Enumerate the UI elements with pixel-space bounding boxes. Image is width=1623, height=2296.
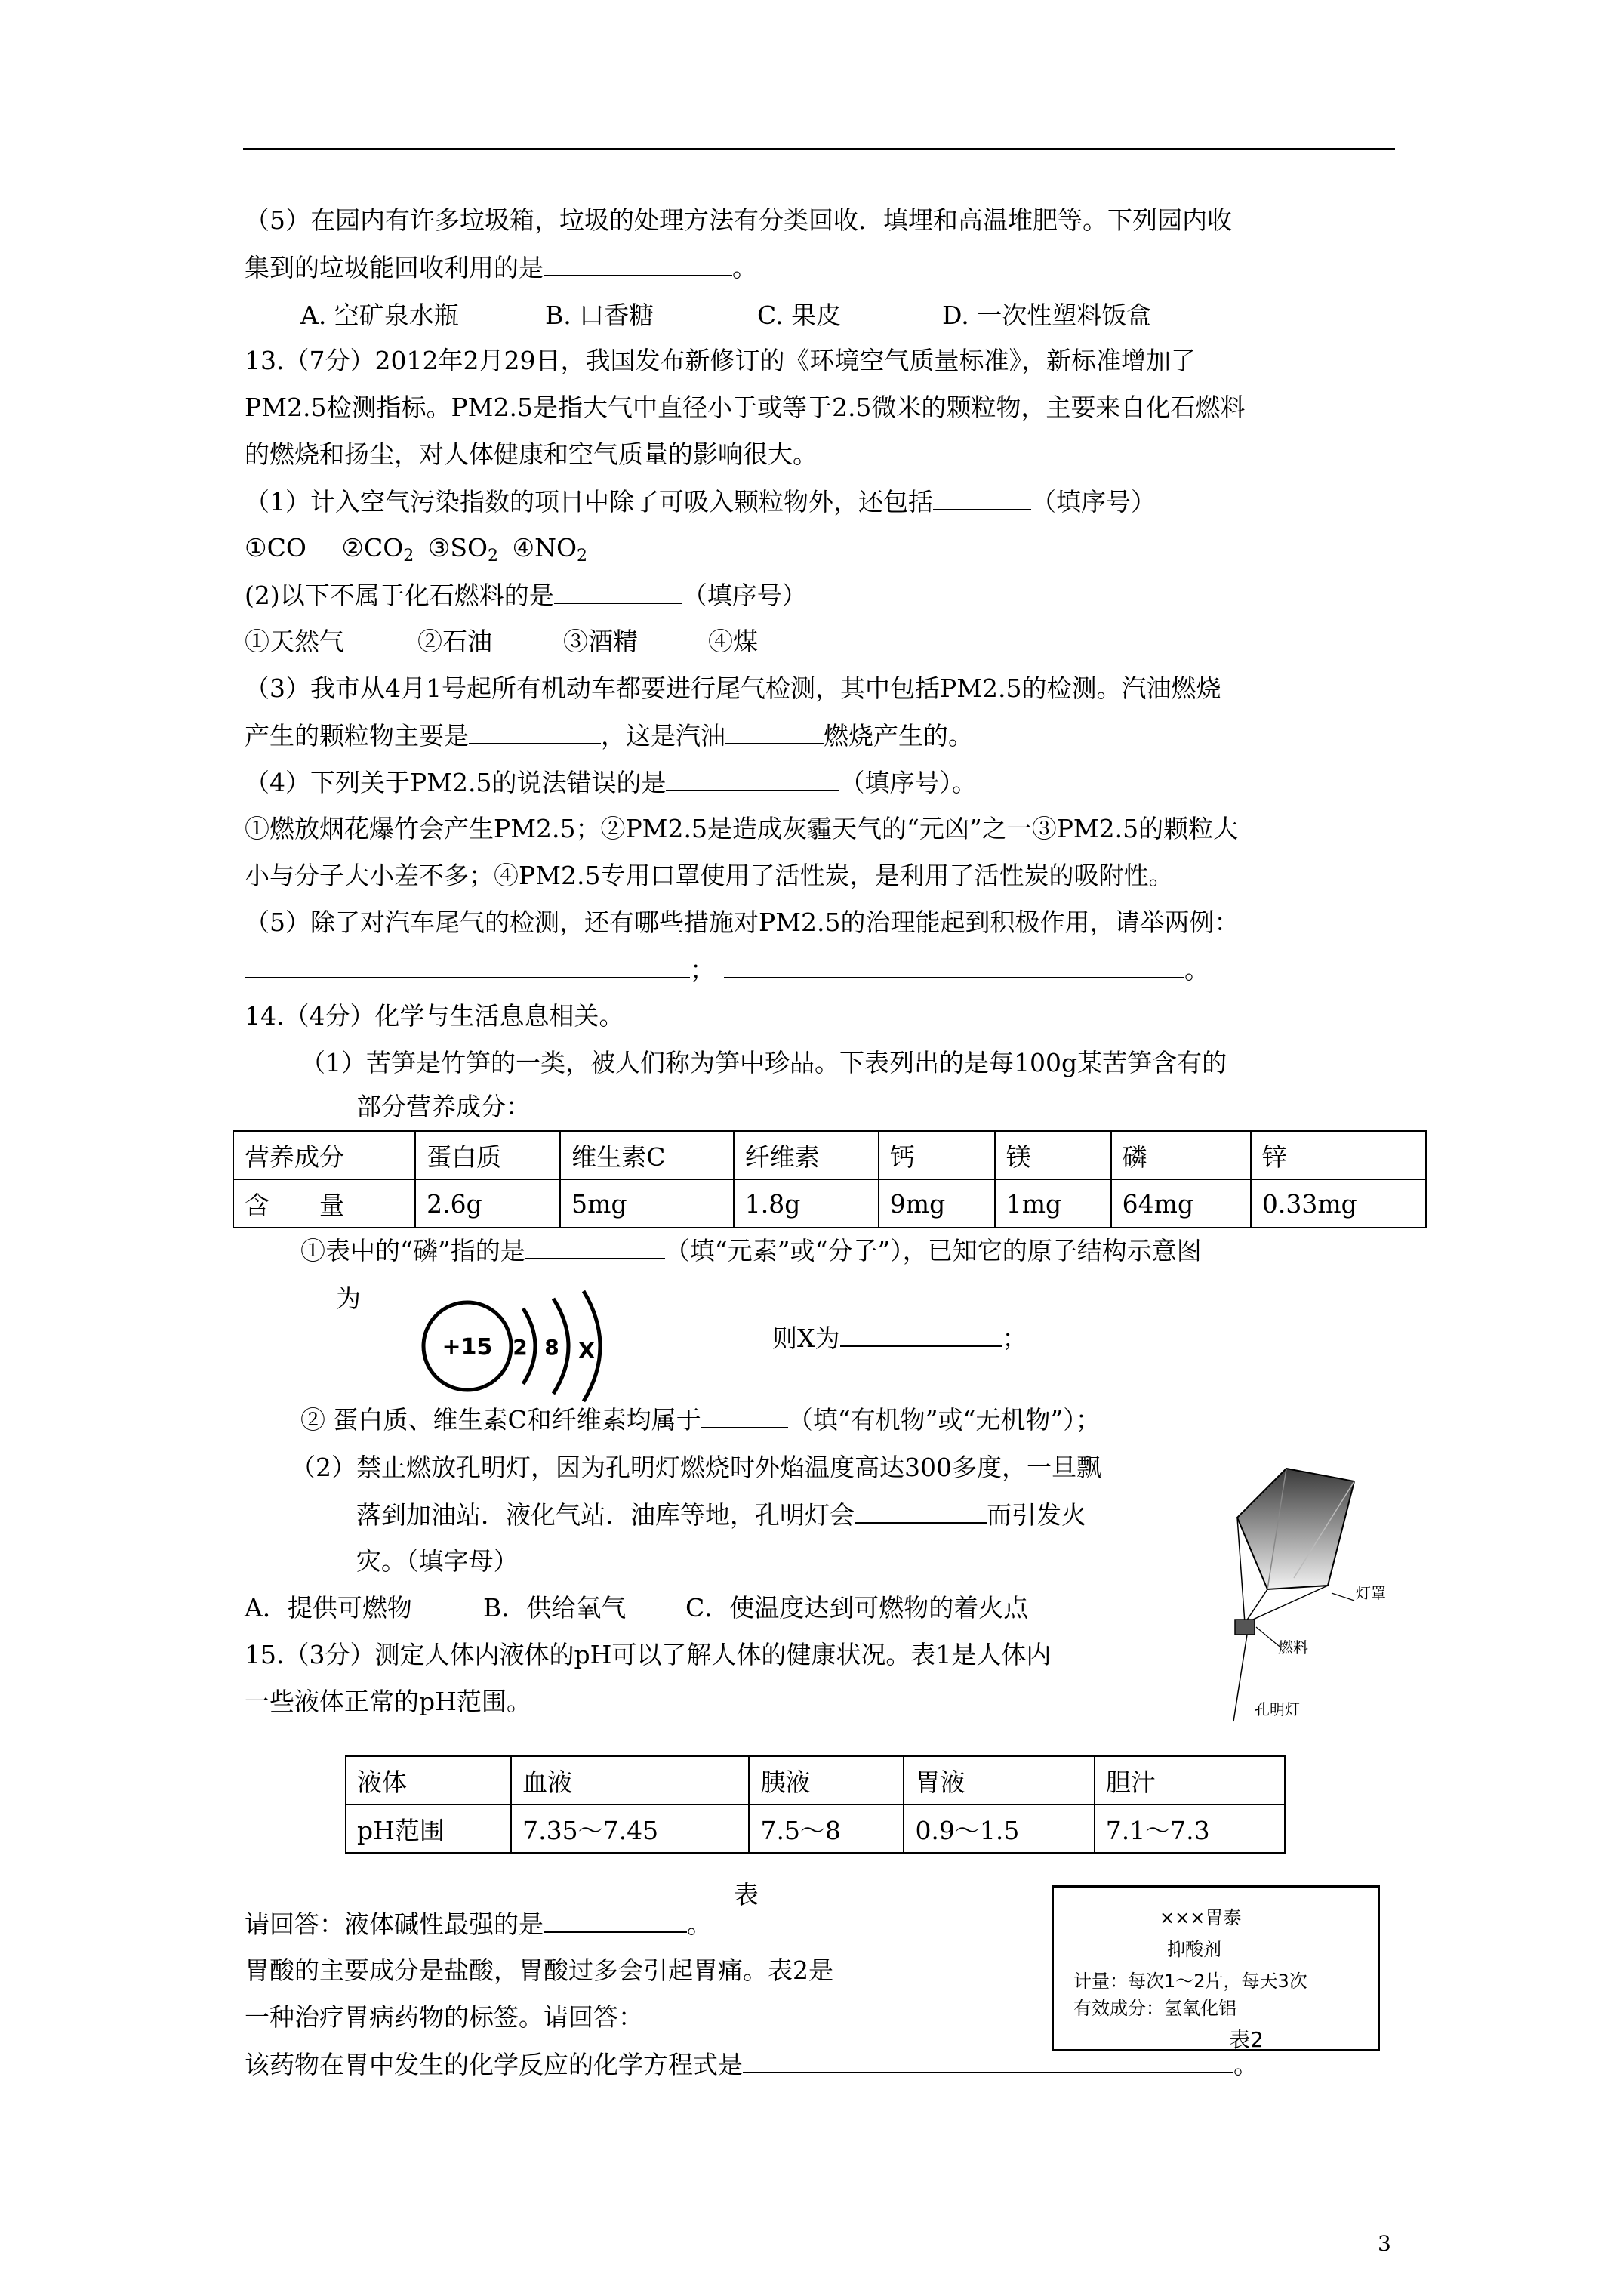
q14-item1: ①表中的“磷”指的是 （填“元素”或“分子”），已知它的原子结构示意图: [300, 1236, 1202, 1265]
q12-option-a: A. 空矿泉水瓶: [300, 300, 459, 330]
table-cell: 1mg: [995, 1179, 1111, 1228]
label-leader: [1256, 1627, 1279, 1646]
q13-line2: PM2.5检测指标。PM2.5是指大气中直径小于或等于2.5微米的颗粒物，主要来自化石燃料: [245, 393, 1246, 422]
table-header-row: [346, 1756, 1285, 1804]
q13-line1: 13.（7分）2012年2月29日，我国发布新修订的《环境空气质量标准》，新标准增加了: [245, 346, 1196, 375]
q14-part2-line2: 落到加油站．液化气站．油库等地，孔明灯会 而引发火: [356, 1500, 1086, 1530]
q13-part2-option-4: ④煤: [708, 627, 758, 656]
q13-part2-option-3: ③酒精: [563, 627, 638, 656]
lantern-label-fuel: 燃料: [1278, 1638, 1308, 1657]
table-cell: 0.9～1.5: [904, 1804, 1094, 1853]
table-cell: pH范围: [346, 1804, 511, 1853]
table-cell: 磷: [1111, 1131, 1251, 1179]
table-cell: 锌: [1251, 1131, 1426, 1179]
q13-part3-line1: （3）我市从4月1号起所有机动车都要进行尾气检测，其中包括PM2.5的检测。汽油燃烧: [245, 673, 1221, 703]
answer-blank[interactable]: [725, 720, 824, 744]
q14-part2-option-a: A．提供可燃物: [245, 1593, 412, 1623]
table-cell: 纤维素: [734, 1131, 879, 1179]
ph-table: [345, 1755, 1286, 1854]
answer-blank[interactable]: [245, 954, 690, 978]
header-rule: [243, 148, 1395, 150]
table1-caption: 表: [734, 1880, 759, 1909]
shell-1-electrons: 2: [513, 1335, 528, 1360]
q14-part1-line1: （1）苦笋是竹笋的一类，被人们称为笋中珍品。下表列出的是每100g某苦笋含有的: [300, 1048, 1227, 1077]
medicine-label-box: [1052, 1885, 1380, 2051]
table-cell: 蛋白质: [415, 1131, 560, 1179]
q13-part4: （4）下列关于PM2.5的说法错误的是 （填序号）。: [245, 768, 977, 797]
table-row: [233, 1179, 1426, 1228]
table-cell: 血液: [511, 1756, 749, 1804]
q14-part2-option-b: B．供给氧气: [483, 1593, 627, 1623]
q13-line3: 的燃烧和扬尘，对人体健康和空气质量的影响很大。: [245, 439, 818, 469]
medicine-dose: 计量：每次1～2片，每天3次: [1073, 1971, 1307, 1992]
page-number: 3: [1378, 2231, 1391, 2256]
medicine-name: ×××胃泰: [1160, 1907, 1242, 1928]
table-cell: 1.8g: [734, 1179, 879, 1228]
q15-line4: 一种治疗胃病药物的标签。请回答：: [245, 2002, 643, 2032]
q14-part2-option-c: C．使温度达到可燃物的着火点: [685, 1593, 1029, 1623]
q13-part2-option-1: ①天然气: [245, 627, 344, 656]
table-cell: 液体: [346, 1756, 511, 1804]
label-leader: [1332, 1593, 1354, 1601]
answer-blank[interactable]: [666, 767, 839, 791]
lantern-tether: [1233, 1635, 1247, 1721]
medicine-ingredient: 有效成分：氢氧化铝: [1073, 1998, 1236, 2019]
q13-part2: (2)以下不属于化石燃料的是 （填序号）: [245, 581, 807, 610]
q13-part1-options: ①CO $②CO_2$ $③SO_2$ $④NO_2$: [245, 533, 588, 566]
q14-x-answer: 则X为 ；: [772, 1324, 1027, 1353]
answer-blank[interactable]: [554, 580, 682, 604]
table-cell: 维生素C: [560, 1131, 734, 1179]
table2-caption: 表2: [1229, 2027, 1264, 2052]
q13-part4-line1: ①燃放烟花爆竹会产生PM2.5；②PM2.5是造成灰霾天气的“元凶”之一③PM2.5的颗粒大: [245, 814, 1239, 843]
table-cell: 胆汁: [1095, 1756, 1285, 1804]
q15-line3: 胃酸的主要成分是盐酸，胃酸过多会引起胃痛。表2是: [245, 1955, 833, 1985]
phosphorus-atom-structure-diagram: [419, 1290, 630, 1403]
table-cell: 0.33mg: [1251, 1179, 1426, 1228]
q15-question-a: 请回答：液体碱性最强的是 。: [245, 1909, 712, 1939]
table-cell: 5mg: [560, 1179, 734, 1228]
table-cell: 64mg: [1111, 1179, 1251, 1228]
nutrition-table: [233, 1130, 1427, 1228]
table-cell: 胃液: [904, 1756, 1094, 1804]
answer-blank[interactable]: [840, 1323, 1002, 1347]
table-cell: 胰液: [749, 1756, 904, 1804]
table-cell: 7.5～8: [749, 1804, 904, 1853]
answer-blank[interactable]: [743, 2049, 1233, 2073]
table-cell: 9mg: [879, 1179, 995, 1228]
shell-3-electrons: X: [578, 1338, 595, 1363]
q15-line1: 15.（3分）测定人体内液体的pH可以了解人体的健康状况。表1是人体内: [245, 1640, 1052, 1669]
table-row: [346, 1804, 1285, 1853]
q12-part5-line2: 集到的垃圾能回收利用的是 。: [245, 253, 757, 282]
table-cell: 镁: [995, 1131, 1111, 1179]
table-cell: 钙: [879, 1131, 995, 1179]
q14-part1-line2: 部分营养成分：: [356, 1092, 531, 1121]
q13-part4-line2: 小与分子大小差不多；④PM2.5专用口罩使用了活性炭，是利用了活性炭的吸附性。: [245, 861, 1174, 890]
nucleus-charge: +15: [442, 1334, 493, 1361]
table-cell: 7.35～7.45: [511, 1804, 749, 1853]
table-header-row: [233, 1131, 1426, 1179]
lantern-fuel: [1235, 1620, 1255, 1635]
answer-blank[interactable]: [724, 954, 1184, 978]
q14-part2-line1: （2）禁止燃放孔明灯，因为孔明灯燃烧时外焰温度高达300多度，一旦飘: [291, 1453, 1101, 1482]
q15-line2: 一些液体正常的pH范围。: [245, 1687, 531, 1716]
lantern-shade: [1237, 1469, 1354, 1589]
q12-option-b: B. 口香糖: [545, 300, 654, 330]
answer-blank[interactable]: [933, 486, 1031, 510]
q14-title: 14.（4分）化学与生活息息相关。: [245, 1001, 624, 1031]
q12-option-c: C. 果皮: [757, 300, 842, 330]
answer-blank[interactable]: [544, 252, 732, 276]
q12-part5-line1: （5）在园内有许多垃圾箱，垃圾的处理方法有分类回收．填埋和高温堆肥等。下列园内收: [245, 205, 1232, 235]
q13-part5: （5）除了对汽车尾气的检测，还有哪些措施对PM2.5的治理能起到积极作用，请举两例：: [245, 908, 1240, 937]
answer-blank[interactable]: [469, 720, 601, 744]
q13-part1: （1）计入空气污染指数的项目中除了可吸入颗粒物外，还包括 （填序号）: [245, 487, 1156, 516]
table-cell: 7.1～7.3: [1095, 1804, 1285, 1853]
table-cell: 2.6g: [415, 1179, 560, 1228]
q12-option-d: D. 一次性塑料饭盒: [942, 300, 1152, 330]
answer-blank[interactable]: [701, 1404, 788, 1428]
shell-2-electrons: 8: [544, 1335, 559, 1360]
table-cell: 含 量: [233, 1179, 415, 1228]
q14-item1-wei: 为: [336, 1284, 361, 1313]
lantern-label-shade: 灯罩: [1356, 1584, 1386, 1602]
q13-part2-option-2: ②石油: [417, 627, 492, 656]
answer-blank[interactable]: [544, 1909, 687, 1933]
q14-part2-line3: 灾。（填字母）: [356, 1546, 519, 1576]
answer-blank[interactable]: [855, 1499, 987, 1524]
q13-part5-blanks: ； 。: [245, 954, 1209, 985]
medicine-type: 抑酸剂: [1167, 1939, 1221, 1960]
q14-item2: ② 蛋白质、维生素C和纤维素均属于 （填“有机物”或“无机物”）；: [300, 1405, 1101, 1435]
lantern-label-name: 孔明灯: [1255, 1700, 1300, 1718]
table-cell: 营养成分: [233, 1131, 415, 1179]
q15-line5: 该药物在胃中发生的化学反应的化学方程式是 。: [245, 2050, 1258, 2079]
q13-part3-line2: 产生的颗粒物主要是 ，这是汽油 燃烧产生的。: [245, 721, 973, 750]
answer-blank[interactable]: [525, 1235, 665, 1259]
